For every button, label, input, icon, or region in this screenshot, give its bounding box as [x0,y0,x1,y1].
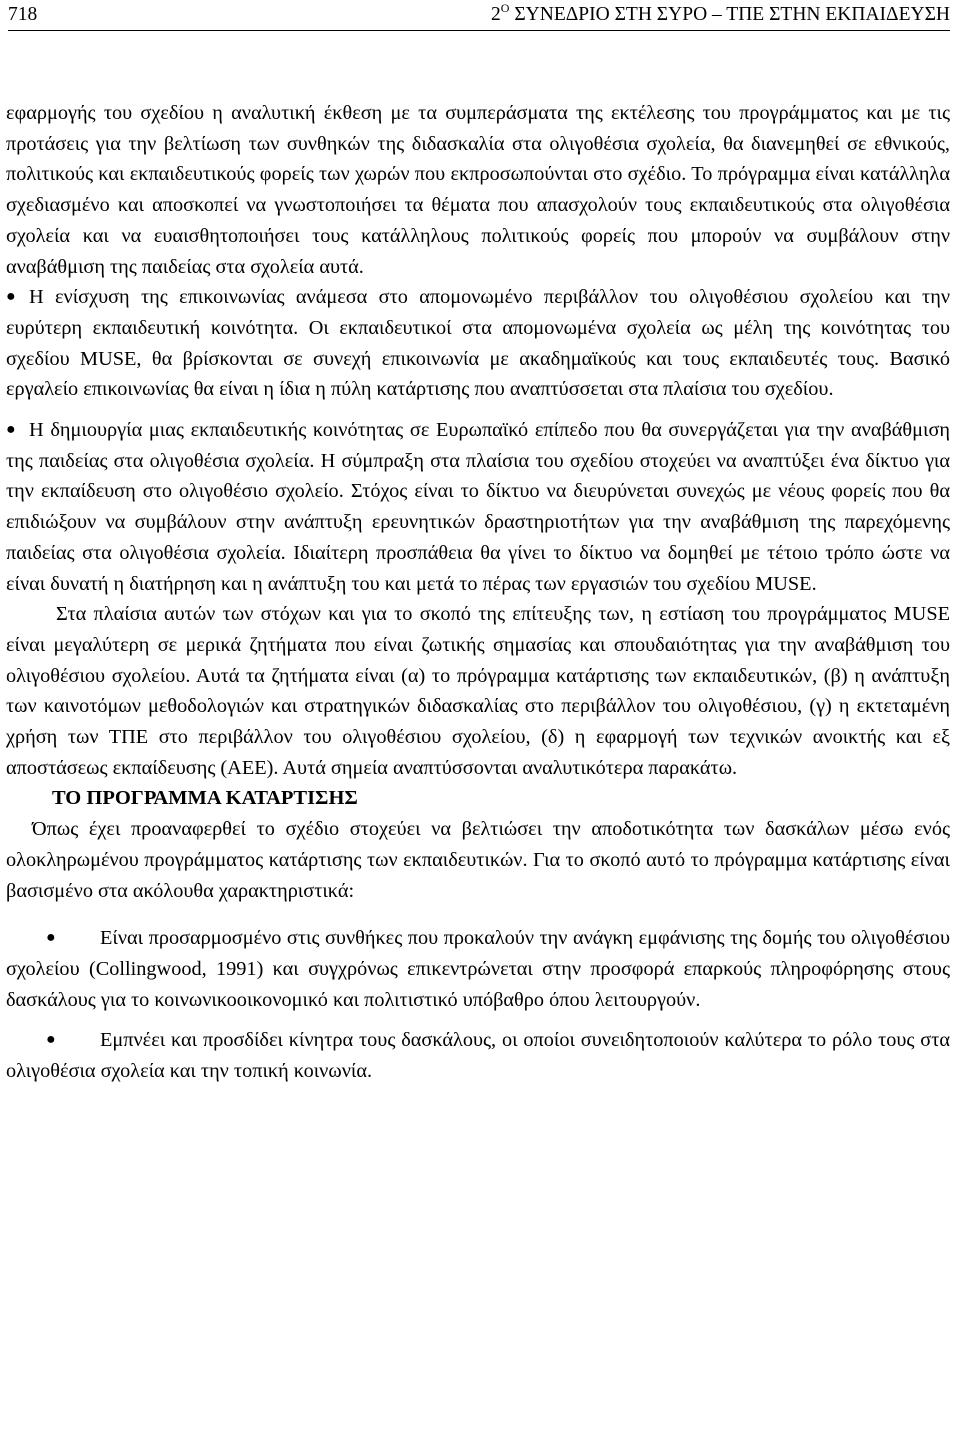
bullet-text: Η δημιουργία μιας εκπαιδευτικής κοινότητας σε Ευρωπαϊκό επίπεδο που θα συνεργάζεται για την αναβάθμιση της παιδείας στα ολιγοθέσια σχολεία. Η σύμπραξη στα πλαίσια του σχεδίου στοχεύει να αναπτύξει ένα δίκτυο για την εκπαίδευση στο ολιγοθέσιο σχολείο. Στόχος είναι το δίκτυο να διευρύνεται συνεχώς με νέους φορείς που θα επιδιώξουν να συμβάλουν στην ανάπτυξη ερευνητικών δραστηριοτήτων για την αναβάθμιση της παρεχόμενης παιδείας στα ολιγοθέσια σχολεία. Ιδιαίτερη προσπάθεια θα γίνει το δίκτυο να δομηθεί με τέτοιο τρόπο ώστε να είναι δυνατή η διατήρηση και η ανάπτυξη του και μετά το πέρας των εργασιών του σχεδίου MUSE. [6,419,950,595]
bullet-text: Η ενίσχυση της επικοινωνίας ανάμεσα στο απομονωμένο περιβάλλον του ολιγοθέσιου σχολείου και την ευρύτερη εκπαιδευτική κοινότητα. Οι εκπαιδευτικοί στα απομονωμένα σχολεία ως μέλη της κοινότητας του σχεδίου MUSE, θα βρίσκονται σε συνεχή επικοινωνία με ακαδημαϊκούς και τους εκπαιδευτές τους. Βασικό εργαλείο επικοινωνίας θα είναι η ίδια η πύλη κατάρτισης που αναπτύσσεται στα πλαίσια του σχεδίου. [6,286,950,401]
running-title [491,1,950,26]
running-title-text: ΣΥΝΕΔΡΙΟ ΣΤΗ ΣΥΡΟ – ΤΠΕ ΣΤΗΝ ΕΚΠΑΙΔΕΥΣΗ [509,4,950,25]
section-heading: ΤΟ ΠΡΟΓΡΑΜΜΑ ΚΑΤΑΡΤΙΣΗΣ [52,787,358,810]
bullet-text: Είναι προσαρμοσμένο στις συνθήκες που προκαλούν την ανάγκη εμφάνισης της δομής του ολιγοθέσιου σχολείου (Collingwood, 1991) και συγχρόνως επικεντρώνεται στην προσφορά επαρκούς πληροφόρησης στους δασκάλους για το κοινωνικοοικονομικό και πολιτιστικό υπόβαθρο όπου λειτουργούν. [6,927,950,1011]
spacer [6,906,950,923]
bullet-icon: ● [6,288,16,306]
paragraph-focus: Στα πλαίσια αυτών των στόχων και για το σκοπό της επίτευξης των, η εστίαση του προγράμματος MUSE είναι μεγαλύτερη σε μερικά ζητήματα που είναι ζωτικής σημασίας και σπουδαιότητας για την αναβάθμιση του ολιγοθέσιου σχολείου. Αυτά τα ζητήματα είναι (α) το πρόγραμμα κατάρτισης των εκπαιδευτικών, (β) η ανάπτυξη των καινοτόμων μεθοδολογιών και στρατηγικών διδασκαλίας στο περιβάλλον του ολιγοθέσιου, (γ) η εκτεταμένη χρήση των ΤΠΕ στο περιβάλλον του ολιγοθέσιου σχολείου, (δ) η εφαρμογή των τεχνικών ανοικτής και εξ αποστάσεως εκπαίδευσης (ΑΕΕ). Αυτά σημεία αναπτύσσονται αναλυτικότερα παρακάτω. [6,603,950,779]
section-intro: Όπως έχει προαναφερθεί το σχέδιο στοχεύει να βελτιώσει την αποδοτικότητα των δασκάλων μέσω ενός ολοκληρωμένου προγράμματος κατάρτισης των εκπαιδευτικών. Για το σκοπό αυτό το πρόγραμμα κατάρτισης είναι βασισμένο στα ακόλουθα χαρακτηριστικά: [6,818,950,902]
bullet-item-motivates [6,1025,950,1086]
page-header [8,1,950,31]
running-title-prefix: 2 [491,4,501,25]
bullet-item-communication [6,282,950,405]
bullet-item-community [6,415,950,599]
document-body [6,98,950,1087]
spacer [6,405,950,415]
bullet-icon: ● [46,1031,56,1049]
spacer [6,1015,950,1025]
running-title-superscript: Ο [500,1,510,15]
bullet-text: Εμπνέει και προσδίδει κίνητρα τους δασκάλους, οι οποίοι συνειδητοποιούν καλύτερα το ρόλο τους στα ολιγοθέσια σχολεία και την τοπική κοινωνία. [6,1029,950,1083]
bullet-item-adapted [6,923,950,1015]
bullet-icon: ● [46,929,56,947]
paragraph-continuation: εφαρμογής του σχεδίου η αναλυτική έκθεση με τα συμπεράσματα της εκτέλεσης του προγράμματος και με τις προτάσεις για την βελτίωση των συνθηκών της διδασκαλία στα ολιγοθέσια σχολεία, θα διανεμηθεί σε εθνικούς, πολιτικούς και εκπαιδευτικούς φορείς των χωρών που εκπροσωπούνται στο σχέδιο. Το πρόγραμμα είναι κατάλληλα σχεδιασμένο και αποσκοπεί να γνωστοποιήσει τα θέματα που απασχολούν τους εκπαιδευτικούς στα ολιγοθέσια σχολεία και να ευαισθητοποιήσει τους κατάλληλους πολιτικούς φορείς που μπορούν να συμβάλουν στην αναβάθμιση της παιδείας στα σχολεία αυτά. [6,102,950,278]
page-number: 718 [8,4,38,25]
bullet-icon: ● [6,421,16,439]
